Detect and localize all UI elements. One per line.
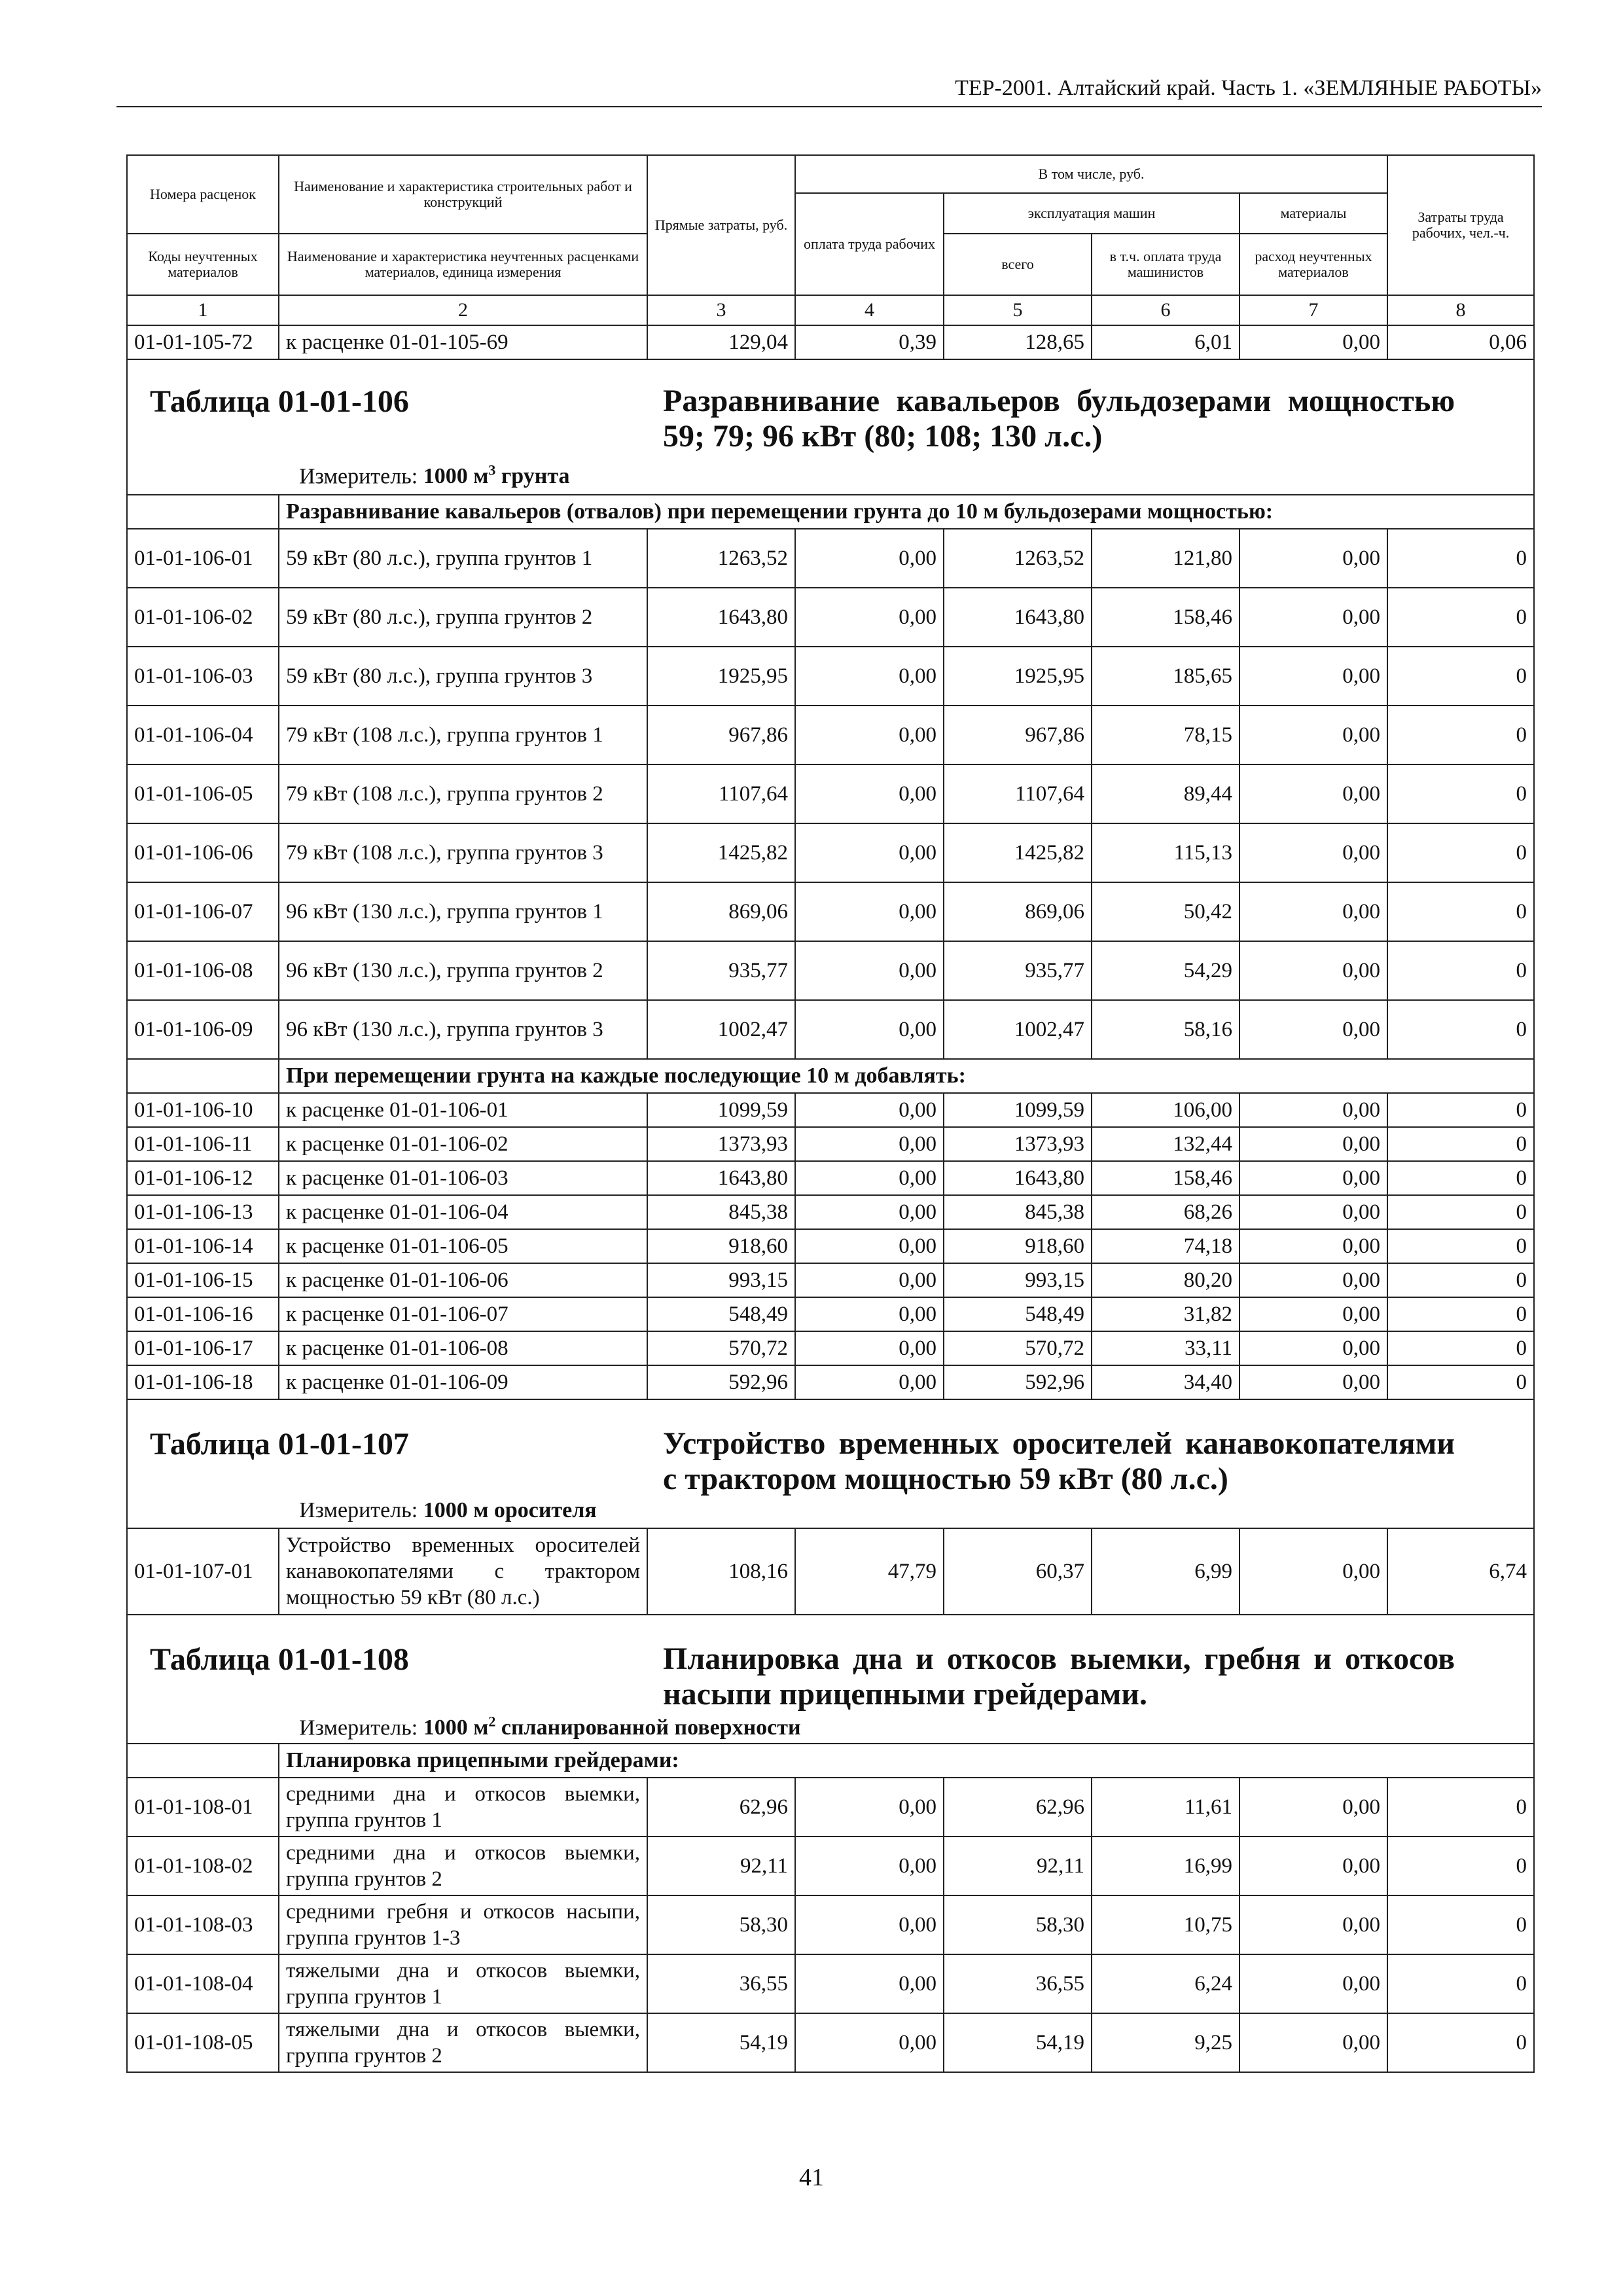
col-name-bottom: Наименование и характеристика неучтенных расценками материалов, единица измерения	[279, 234, 647, 295]
rate-name: тяжелыми дна и откосов выемки, группа грунтов 1	[279, 1954, 647, 2013]
rate-code: 01-01-106-09	[127, 1000, 279, 1059]
col-materials: материалы	[1240, 193, 1387, 234]
cell-labor: 0,00	[795, 2013, 944, 2072]
rate-code: 01-01-108-02	[127, 1837, 279, 1895]
cell-labor-cost: 0	[1387, 1365, 1534, 1399]
col-materials-unaccounted: расход неучтенных материалов	[1240, 234, 1387, 295]
rate-name: средними дна и откосов выемки, группа грунтов 1	[279, 1778, 647, 1837]
rate-code: 01-01-106-16	[127, 1297, 279, 1331]
rate-code: 01-01-106-06	[127, 823, 279, 882]
cell-labor: 0,00	[795, 1778, 944, 1837]
cell-machines-labor: 106,00	[1092, 1093, 1240, 1127]
col-number: 6	[1092, 295, 1240, 325]
cell-labor-cost: 0	[1387, 706, 1534, 764]
table-row	[127, 1127, 1534, 1161]
cell-machines: 592,96	[944, 1365, 1092, 1399]
cell-machines: 54,19	[944, 2013, 1092, 2072]
rate-code: 01-01-106-11	[127, 1127, 279, 1161]
table-row	[127, 1528, 1534, 1615]
rate-name: 59 кВт (80 л.с.), группа грунтов 2	[279, 588, 647, 647]
table-row	[127, 2013, 1534, 2072]
cell-labor: 0,00	[795, 1837, 944, 1895]
cell-direct: 1002,47	[647, 1000, 795, 1059]
rate-code: 01-01-108-01	[127, 1778, 279, 1837]
cell-machines-labor: 33,11	[1092, 1331, 1240, 1365]
rate-name: к расценке 01-01-106-08	[279, 1331, 647, 1365]
table-row	[127, 1229, 1534, 1263]
rate-name: к расценке 01-01-105-69	[279, 325, 647, 359]
table-row	[127, 1195, 1534, 1229]
rate-code: 01-01-106-07	[127, 882, 279, 941]
cell-machines: 1643,80	[944, 588, 1092, 647]
col-number: 5	[944, 295, 1092, 325]
cell-labor: 0,00	[795, 1195, 944, 1229]
cell-direct: 58,30	[647, 1895, 795, 1954]
cell-machines: 1425,82	[944, 823, 1092, 882]
table-row	[127, 1778, 1534, 1837]
cell-machines: 1643,80	[944, 1161, 1092, 1195]
cell-direct: 129,04	[647, 325, 795, 359]
cell-labor: 0,00	[795, 647, 944, 706]
col-including: В том числе, руб.	[795, 155, 1387, 193]
cell-labor: 0,00	[795, 1093, 944, 1127]
cell-direct: 1099,59	[647, 1093, 795, 1127]
cell-machines-labor: 9,25	[1092, 2013, 1240, 2072]
cell-labor-cost: 0,06	[1387, 325, 1534, 359]
rate-code: 01-01-106-01	[127, 529, 279, 588]
cell-labor-cost: 0	[1387, 764, 1534, 823]
column-numbers-row	[127, 295, 1534, 325]
cell-labor-cost: 0	[1387, 1954, 1534, 2013]
cell-materials: 0,00	[1240, 1954, 1387, 2013]
cell-labor: 0,00	[795, 1161, 944, 1195]
table-caption-108	[127, 1615, 1534, 1744]
cell-labor: 0,00	[795, 529, 944, 588]
cell-materials: 0,00	[1240, 1195, 1387, 1229]
table-row	[127, 1331, 1534, 1365]
col-number: 1	[127, 295, 279, 325]
cell-materials: 0,00	[1240, 764, 1387, 823]
running-header: ТЕР-2001. Алтайский край. Часть 1. «ЗЕМЛЯНЫЕ РАБОТЫ»	[116, 73, 1542, 107]
cell-machines: 548,49	[944, 1297, 1092, 1331]
table-title: Планировка дна и откосов выемки, гребня и откосов насыпи прицепными грейдерами.	[663, 1641, 1455, 1712]
cell-materials: 0,00	[1240, 1000, 1387, 1059]
cell-labor-cost: 0	[1387, 1297, 1534, 1331]
cell-machines-labor: 31,82	[1092, 1297, 1240, 1331]
section-subtitle	[127, 495, 1534, 529]
rate-code: 01-01-106-13	[127, 1195, 279, 1229]
cell-labor-cost: 0	[1387, 647, 1534, 706]
rate-name: к расценке 01-01-106-09	[279, 1365, 647, 1399]
cell-labor: 0,00	[795, 882, 944, 941]
col-machines-labor: в т.ч. оплата труда машинистов	[1092, 234, 1240, 295]
table-title: Устройство временных оросителей канавокопателями с трактором мощностью 59 кВт (80 л.с.)	[663, 1426, 1455, 1496]
rate-code: 01-01-108-04	[127, 1954, 279, 2013]
cell-labor: 0,00	[795, 1895, 944, 1954]
cell-labor: 0,00	[795, 823, 944, 882]
col-machines: эксплуатация машин	[944, 193, 1240, 234]
cell-materials: 0,00	[1240, 1229, 1387, 1263]
rate-name: к расценке 01-01-106-05	[279, 1229, 647, 1263]
cell-materials: 0,00	[1240, 882, 1387, 941]
cell-materials: 0,00	[1240, 941, 1387, 1000]
cell-labor-cost: 0	[1387, 882, 1534, 941]
cell-materials: 0,00	[1240, 529, 1387, 588]
cell-machines: 1373,93	[944, 1127, 1092, 1161]
col-labor-cost: Затраты труда рабочих, чел.-ч.	[1387, 155, 1534, 295]
cell-labor-cost: 0	[1387, 1000, 1534, 1059]
cell-direct: 845,38	[647, 1195, 795, 1229]
cell-direct: 548,49	[647, 1297, 795, 1331]
cell-direct: 1263,52	[647, 529, 795, 588]
rate-code: 01-01-106-02	[127, 588, 279, 647]
cell-machines-labor: 115,13	[1092, 823, 1240, 882]
cell-direct: 54,19	[647, 2013, 795, 2072]
section-subtitle	[127, 1744, 1534, 1778]
section-subtitle-text: Разравнивание кавальеров (отвалов) при перемещении грунта до 10 м бульдозерами мощностью:	[279, 495, 1534, 529]
table-row	[127, 1954, 1534, 2013]
table-label: Таблица 01-01-108	[150, 1642, 409, 1677]
cell-machines-labor: 74,18	[1092, 1229, 1240, 1263]
rate-code: 01-01-106-05	[127, 764, 279, 823]
rate-code: 01-01-106-12	[127, 1161, 279, 1195]
cell-labor: 0,00	[795, 1954, 944, 2013]
cell-labor: 0,00	[795, 1365, 944, 1399]
cell-materials: 0,00	[1240, 1161, 1387, 1195]
cell-labor-cost: 0	[1387, 1778, 1534, 1837]
cell-direct: 36,55	[647, 1954, 795, 2013]
rate-name: 96 кВт (130 л.с.), группа грунтов 1	[279, 882, 647, 941]
rate-code: 01-01-107-01	[127, 1528, 279, 1615]
cell-machines-labor: 6,24	[1092, 1954, 1240, 2013]
rate-code: 01-01-106-15	[127, 1263, 279, 1297]
cell-machines: 1925,95	[944, 647, 1092, 706]
header-row-1	[127, 155, 1534, 193]
cell-labor: 0,39	[795, 325, 944, 359]
cell-labor-cost: 0	[1387, 529, 1534, 588]
cell-labor: 0,00	[795, 1297, 944, 1331]
rate-code: 01-01-106-14	[127, 1229, 279, 1263]
rate-code: 01-01-105-72	[127, 325, 279, 359]
cell-labor-cost: 0	[1387, 1127, 1534, 1161]
rate-name: к расценке 01-01-106-04	[279, 1195, 647, 1229]
measure-unit: Измеритель: 1000 м оросителя	[299, 1498, 597, 1522]
cell-direct: 108,16	[647, 1528, 795, 1615]
cell-machines-labor: 34,40	[1092, 1365, 1240, 1399]
rate-name: средними дна и откосов выемки, группа грунтов 2	[279, 1837, 647, 1895]
cell-direct: 967,86	[647, 706, 795, 764]
cell-materials: 0,00	[1240, 1778, 1387, 1837]
cell-machines: 967,86	[944, 706, 1092, 764]
cell-direct: 1925,95	[647, 647, 795, 706]
cell-machines-labor: 11,61	[1092, 1778, 1240, 1837]
rate-name: 59 кВт (80 л.с.), группа грунтов 3	[279, 647, 647, 706]
section-subtitle	[127, 1059, 1534, 1093]
cell-materials: 0,00	[1240, 1297, 1387, 1331]
col-code-bottom: Коды неучтенных материалов	[127, 234, 279, 295]
cell-labor: 0,00	[795, 706, 944, 764]
table-row	[127, 1000, 1534, 1059]
rate-code: 01-01-108-03	[127, 1895, 279, 1954]
cell-machines: 60,37	[944, 1528, 1092, 1615]
col-number: 7	[1240, 295, 1387, 325]
cell-materials: 0,00	[1240, 2013, 1387, 2072]
col-number: 3	[647, 295, 795, 325]
section-subtitle-text: При перемещении грунта на каждые последующие 10 м добавлять:	[279, 1059, 1534, 1093]
col-number: 8	[1387, 295, 1534, 325]
cell-labor-cost: 0	[1387, 1161, 1534, 1195]
cell-materials: 0,00	[1240, 1895, 1387, 1954]
cell-machines-labor: 132,44	[1092, 1127, 1240, 1161]
cell-machines-labor: 6,99	[1092, 1528, 1240, 1615]
cell-direct: 869,06	[647, 882, 795, 941]
rate-name: тяжелыми дна и откосов выемки, группа грунтов 2	[279, 2013, 647, 2072]
cell-labor-cost: 0	[1387, 2013, 1534, 2072]
cell-labor: 0,00	[795, 764, 944, 823]
cell-machines: 1107,64	[944, 764, 1092, 823]
col-machines-total: всего	[944, 234, 1092, 295]
table-label: Таблица 01-01-106	[150, 384, 409, 419]
cell-labor: 0,00	[795, 941, 944, 1000]
cell-materials: 0,00	[1240, 1093, 1387, 1127]
cell-materials: 0,00	[1240, 823, 1387, 882]
cell-machines-labor: 54,29	[1092, 941, 1240, 1000]
cell-labor-cost: 0	[1387, 1195, 1534, 1229]
col-name-top: Наименование и характеристика строительных работ и конструкций	[279, 155, 647, 234]
cell-direct: 92,11	[647, 1837, 795, 1895]
cell-machines: 993,15	[944, 1263, 1092, 1297]
cell-materials: 0,00	[1240, 647, 1387, 706]
table-title: Разравнивание кавальеров бульдозерами мощностью 59; 79; 96 кВт (80; 108; 130 л.с.)	[663, 384, 1455, 454]
rate-code: 01-01-106-10	[127, 1093, 279, 1127]
cell-labor: 0,00	[795, 1000, 944, 1059]
cell-machines: 58,30	[944, 1895, 1092, 1954]
rate-code: 01-01-106-03	[127, 647, 279, 706]
col-number: 4	[795, 295, 944, 325]
cell-machines-labor: 10,75	[1092, 1895, 1240, 1954]
cell-machines-labor: 121,80	[1092, 529, 1240, 588]
col-code-top: Номера расценок	[127, 155, 279, 234]
cell-machines: 1099,59	[944, 1093, 1092, 1127]
table-row	[127, 1837, 1534, 1895]
section-subtitle-text: Планировка прицепными грейдерами:	[279, 1744, 1534, 1778]
cell-labor-cost: 0	[1387, 588, 1534, 647]
cell-labor-cost: 0	[1387, 941, 1534, 1000]
rate-name: Устройство временных оросителей канавокопателями с трактором мощностью 59 кВт (80 л.с.)	[279, 1528, 647, 1615]
rate-code: 01-01-108-05	[127, 2013, 279, 2072]
page-number: 41	[799, 2164, 824, 2191]
cell-machines-labor: 6,01	[1092, 325, 1240, 359]
cell-machines-labor: 158,46	[1092, 588, 1240, 647]
cell-labor: 0,00	[795, 1229, 944, 1263]
cell-machines: 845,38	[944, 1195, 1092, 1229]
cell-labor: 0,00	[795, 588, 944, 647]
rate-name: средними гребня и откосов насыпи, группа грунтов 1-3	[279, 1895, 647, 1954]
cell-labor-cost: 0	[1387, 1263, 1534, 1297]
cell-materials: 0,00	[1240, 1331, 1387, 1365]
cell-labor-cost: 0	[1387, 1093, 1534, 1127]
cell-machines: 1263,52	[944, 529, 1092, 588]
rate-code: 01-01-106-08	[127, 941, 279, 1000]
cell-machines: 570,72	[944, 1331, 1092, 1365]
cell-machines-labor: 68,26	[1092, 1195, 1240, 1229]
table-row	[127, 1093, 1534, 1127]
cell-labor-cost: 0	[1387, 1895, 1534, 1954]
table-row	[127, 823, 1534, 882]
table-caption-106	[127, 359, 1534, 495]
rate-code: 01-01-106-17	[127, 1331, 279, 1365]
cell-direct: 1425,82	[647, 823, 795, 882]
cell-materials: 0,00	[1240, 1837, 1387, 1895]
cell-machines-labor: 58,16	[1092, 1000, 1240, 1059]
cell-materials: 0,00	[1240, 325, 1387, 359]
cell-direct: 918,60	[647, 1229, 795, 1263]
cell-materials: 0,00	[1240, 1365, 1387, 1399]
col-direct: Прямые затраты, руб.	[647, 155, 795, 295]
cell-direct: 993,15	[647, 1263, 795, 1297]
cell-machines: 128,65	[944, 325, 1092, 359]
cell-materials: 0,00	[1240, 1127, 1387, 1161]
rate-name: к расценке 01-01-106-01	[279, 1093, 647, 1127]
cell-direct: 62,96	[647, 1778, 795, 1837]
table-row	[127, 1297, 1534, 1331]
cell-labor: 0,00	[795, 1263, 944, 1297]
rate-name: 59 кВт (80 л.с.), группа грунтов 1	[279, 529, 647, 588]
col-number: 2	[279, 295, 647, 325]
cell-direct: 1373,93	[647, 1127, 795, 1161]
rate-name: к расценке 01-01-106-06	[279, 1263, 647, 1297]
cell-machines: 1002,47	[944, 1000, 1092, 1059]
cell-direct: 1107,64	[647, 764, 795, 823]
cell-materials: 0,00	[1240, 1263, 1387, 1297]
table-row	[127, 647, 1534, 706]
table-row	[127, 882, 1534, 941]
cell-labor-cost: 0	[1387, 1229, 1534, 1263]
cell-labor: 0,00	[795, 1331, 944, 1365]
table-row	[127, 1365, 1534, 1399]
measure-unit: Измеритель: 1000 $м^3$ грунта	[299, 462, 570, 489]
cell-labor-cost: 6,74	[1387, 1528, 1534, 1615]
rate-name: к расценке 01-01-106-03	[279, 1161, 647, 1195]
cell-labor: 0,00	[795, 1127, 944, 1161]
rate-name: 79 кВт (108 л.с.), группа грунтов 2	[279, 764, 647, 823]
cell-direct: 592,96	[647, 1365, 795, 1399]
rate-name: 96 кВт (130 л.с.), группа грунтов 2	[279, 941, 647, 1000]
cell-machines-labor: 50,42	[1092, 882, 1240, 941]
cell-machines: 869,06	[944, 882, 1092, 941]
cell-machines-labor: 78,15	[1092, 706, 1240, 764]
table-row	[127, 325, 1534, 359]
cell-materials: 0,00	[1240, 706, 1387, 764]
cell-materials: 0,00	[1240, 1528, 1387, 1615]
cell-machines-labor: 16,99	[1092, 1837, 1240, 1895]
rate-name: 79 кВт (108 л.с.), группа грунтов 3	[279, 823, 647, 882]
cell-labor-cost: 0	[1387, 1331, 1534, 1365]
table-row	[127, 588, 1534, 647]
rate-code: 01-01-106-04	[127, 706, 279, 764]
rates-table	[126, 154, 1535, 2073]
cell-machines: 62,96	[944, 1778, 1092, 1837]
table-caption-107	[127, 1399, 1534, 1528]
table-row	[127, 1895, 1534, 1954]
rate-name: к расценке 01-01-106-02	[279, 1127, 647, 1161]
cell-machines-labor: 158,46	[1092, 1161, 1240, 1195]
cell-direct: 1643,80	[647, 588, 795, 647]
cell-machines: 935,77	[944, 941, 1092, 1000]
table-row	[127, 1161, 1534, 1195]
cell-materials: 0,00	[1240, 588, 1387, 647]
table-row	[127, 764, 1534, 823]
cell-direct: 935,77	[647, 941, 795, 1000]
cell-machines: 918,60	[944, 1229, 1092, 1263]
cell-labor: 47,79	[795, 1528, 944, 1615]
cell-machines-labor: 80,20	[1092, 1263, 1240, 1297]
rate-name: к расценке 01-01-106-07	[279, 1297, 647, 1331]
cell-labor-cost: 0	[1387, 1837, 1534, 1895]
cell-machines: 36,55	[944, 1954, 1092, 2013]
table-row	[127, 941, 1534, 1000]
table-row	[127, 529, 1534, 588]
table-label: Таблица 01-01-107	[150, 1427, 409, 1462]
rate-name: 79 кВт (108 л.с.), группа грунтов 1	[279, 706, 647, 764]
cell-labor-cost: 0	[1387, 823, 1534, 882]
cell-machines-labor: 89,44	[1092, 764, 1240, 823]
col-labor: оплата труда рабочих	[795, 193, 944, 295]
table-row	[127, 1263, 1534, 1297]
cell-direct: 1643,80	[647, 1161, 795, 1195]
table-row	[127, 706, 1534, 764]
cell-machines-labor: 185,65	[1092, 647, 1240, 706]
cell-machines: 92,11	[944, 1837, 1092, 1895]
rate-code: 01-01-106-18	[127, 1365, 279, 1399]
rate-name: 96 кВт (130 л.с.), группа грунтов 3	[279, 1000, 647, 1059]
measure-unit: Измеритель: 1000 $м^2$ спланированной поверхности	[299, 1713, 801, 1740]
cell-direct: 570,72	[647, 1331, 795, 1365]
